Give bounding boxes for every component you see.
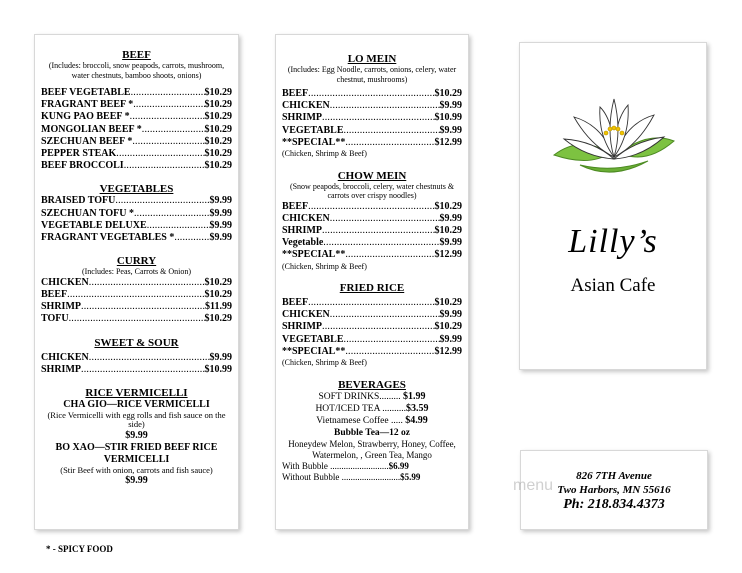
menu-item: BEEF ..... $10.29 [282, 201, 462, 213]
vermicelli-item-1-note: (Rice Vermicelli with egg rolls and fish sauce on the side) [47, 409, 226, 430]
section-title-beverages: BEVERAGES [338, 378, 406, 391]
menu-item: Vegetable ..... $9.99 [282, 237, 462, 249]
section-title-chow-mein: CHOW MEIN [337, 169, 407, 182]
section-title-fried-rice: FRIED RICE [339, 282, 405, 295]
chow-mein-special-note: (Chicken, Shrimp & Beef) [282, 261, 367, 271]
menu-item: VEGETABLE ..... $9.99 [282, 125, 462, 137]
beef-list [41, 87, 232, 172]
curry-list [41, 277, 232, 326]
section-title-rice-vermicelli: RICE VERMICELLI [85, 386, 188, 399]
menu-item: CHICKEN ..... $9.99 [282, 100, 462, 112]
brand-panel [519, 42, 707, 370]
address-line-1: 826 7TH Avenue [576, 470, 652, 482]
menu-item: MONGOLIAN BEEF * ..... $10.29 [41, 124, 232, 136]
menu-panel-middle [275, 34, 469, 530]
menu-item: **SPECIAL** ..... $12.99 [282, 249, 462, 261]
section-title-curry: CURRY [116, 255, 157, 268]
bubble-tea-with-bubble: With Bubble ..........................$6.99 [282, 460, 409, 471]
bubble-tea-flavors: Honeydew Melon, Strawberry, Honey, Coffee, Watermelon, , Green Tea, Mango [288, 438, 456, 460]
menu-item: CHICKEN ..... $9.99 [282, 213, 462, 225]
vermicelli-item-1-name: CHA GIO—RICE VERMICELLI [63, 398, 210, 410]
menu-item: SZECHUAN TOFU * ..... $9.99 [41, 208, 232, 220]
menu-item: SHRIMP ..... $10.29 [282, 225, 462, 237]
menu-item: SZECHUAN BEEF * ..... $10.29 [41, 136, 232, 148]
vermicelli-item-2-note: (Stir Beef with onion, carrots and fish sauce) [60, 464, 213, 475]
curry-note: (Includes: Peas, Carrots & Onion) [81, 267, 192, 277]
vermicelli-item-1-price: $9.99 [125, 429, 148, 441]
menu-item: VEGETABLE DELUXE ..... $9.99 [41, 220, 232, 232]
section-title-lo-mein: LO MEIN [347, 53, 397, 65]
section-title-sweet-sour: SWEET & SOUR [94, 336, 179, 349]
lo-mein-note: (Includes: Egg Noodle, carrots, onions, celery, water chestnut, mushrooms) [287, 65, 457, 84]
menu-item: PEPPER STEAK ..... $10.29 [41, 148, 232, 160]
beverage-tea: HOT/ICED TEA ..........$3.59 [315, 402, 429, 414]
lotus-flower-icon [550, 95, 678, 185]
menu-item: SHRIMP ..... $10.99 [282, 112, 462, 124]
menu-item: BEEF VEGETABLE ..... $10.29 [41, 87, 232, 99]
fried-rice-list [282, 297, 462, 358]
fried-rice-special-note: (Chicken, Shrimp & Beef) [282, 358, 367, 368]
beef-note: (Includes: broccoli, snow peapods, carrots, mushroom, water chestnuts, bamboo shoots, onions) [48, 61, 225, 80]
menu-item: BRAISED TOFU ..... $9.99 [41, 195, 232, 207]
lo-mein-list [282, 88, 462, 149]
vermicelli-item-2-price: $9.99 [125, 475, 148, 487]
menu-item: **SPECIAL** ..... $12.99 [282, 346, 462, 358]
lo-mein-special-note: (Chicken, Shrimp & Beef) [282, 149, 367, 159]
contact-panel [513, 450, 708, 530]
menu-item: KUNG PAO BEEF * ..... $10.29 [41, 111, 232, 123]
phone-number: Ph: 218.834.4373 [563, 497, 665, 512]
vermicelli-item-2-name: BO XAO—STIR FRIED BEEF RICE VERMICELLI [55, 441, 218, 465]
watermark-text: menu [513, 477, 554, 494]
bubble-tea-title: Bubble Tea—12 oz [333, 427, 411, 438]
section-title-vegetables: VEGETABLES [99, 183, 174, 196]
menu-item: BEEF ..... $10.29 [282, 297, 462, 309]
menu-item: BEEF BROCCOLI ..... $10.29 [41, 160, 232, 172]
sweet-sour-list [41, 352, 232, 376]
address-line-2: Two Harbors, MN 55616 [557, 484, 671, 496]
menu-panel-left [34, 34, 239, 530]
restaurant-subtitle: Asian Cafe [570, 275, 656, 296]
beverage-coffee: Vietnamese Coffee ..... $4.99 [316, 414, 428, 426]
menu-item: CHICKEN ..... $10.29 [41, 277, 232, 289]
chow-mein-note: (Snow peapods, broccoli, celery, water chestnuts & carrots over crispy noodles) [289, 181, 455, 201]
beverage-soft-drinks: SOFT DRINKS......... $1.99 [318, 390, 426, 402]
menu-item: CHICKEN ..... $9.99 [282, 309, 462, 321]
menu-item: FRAGRANT VEGETABLES * ..... $9.99 [41, 232, 232, 244]
restaurant-name: Lilly’s [568, 223, 658, 260]
menu-item: VEGETABLE ..... $9.99 [282, 334, 462, 346]
bubble-tea-without-bubble: Without Bubble ..........................$5.99 [282, 471, 421, 482]
menu-item: BEEF ..... $10.29 [41, 289, 232, 301]
chow-mein-list [282, 201, 462, 262]
vegetables-list [41, 195, 232, 244]
menu-item: SHRIMP ..... $11.99 [41, 301, 232, 313]
menu-item: FRAGRANT BEEF * ..... $10.29 [41, 99, 232, 111]
spicy-food-legend: * - SPICY FOOD [46, 544, 113, 554]
menu-item: SHRIMP ..... $10.99 [41, 364, 232, 376]
menu-item: TOFU ..... $10.29 [41, 313, 232, 325]
menu-item: CHICKEN ..... $9.99 [41, 352, 232, 364]
section-title-beef: BEEF [122, 49, 151, 61]
menu-item: BEEF ..... $10.29 [282, 88, 462, 100]
menu-item: SHRIMP ..... $10.29 [282, 321, 462, 333]
menu-item: **SPECIAL** ..... $12.99 [282, 137, 462, 149]
